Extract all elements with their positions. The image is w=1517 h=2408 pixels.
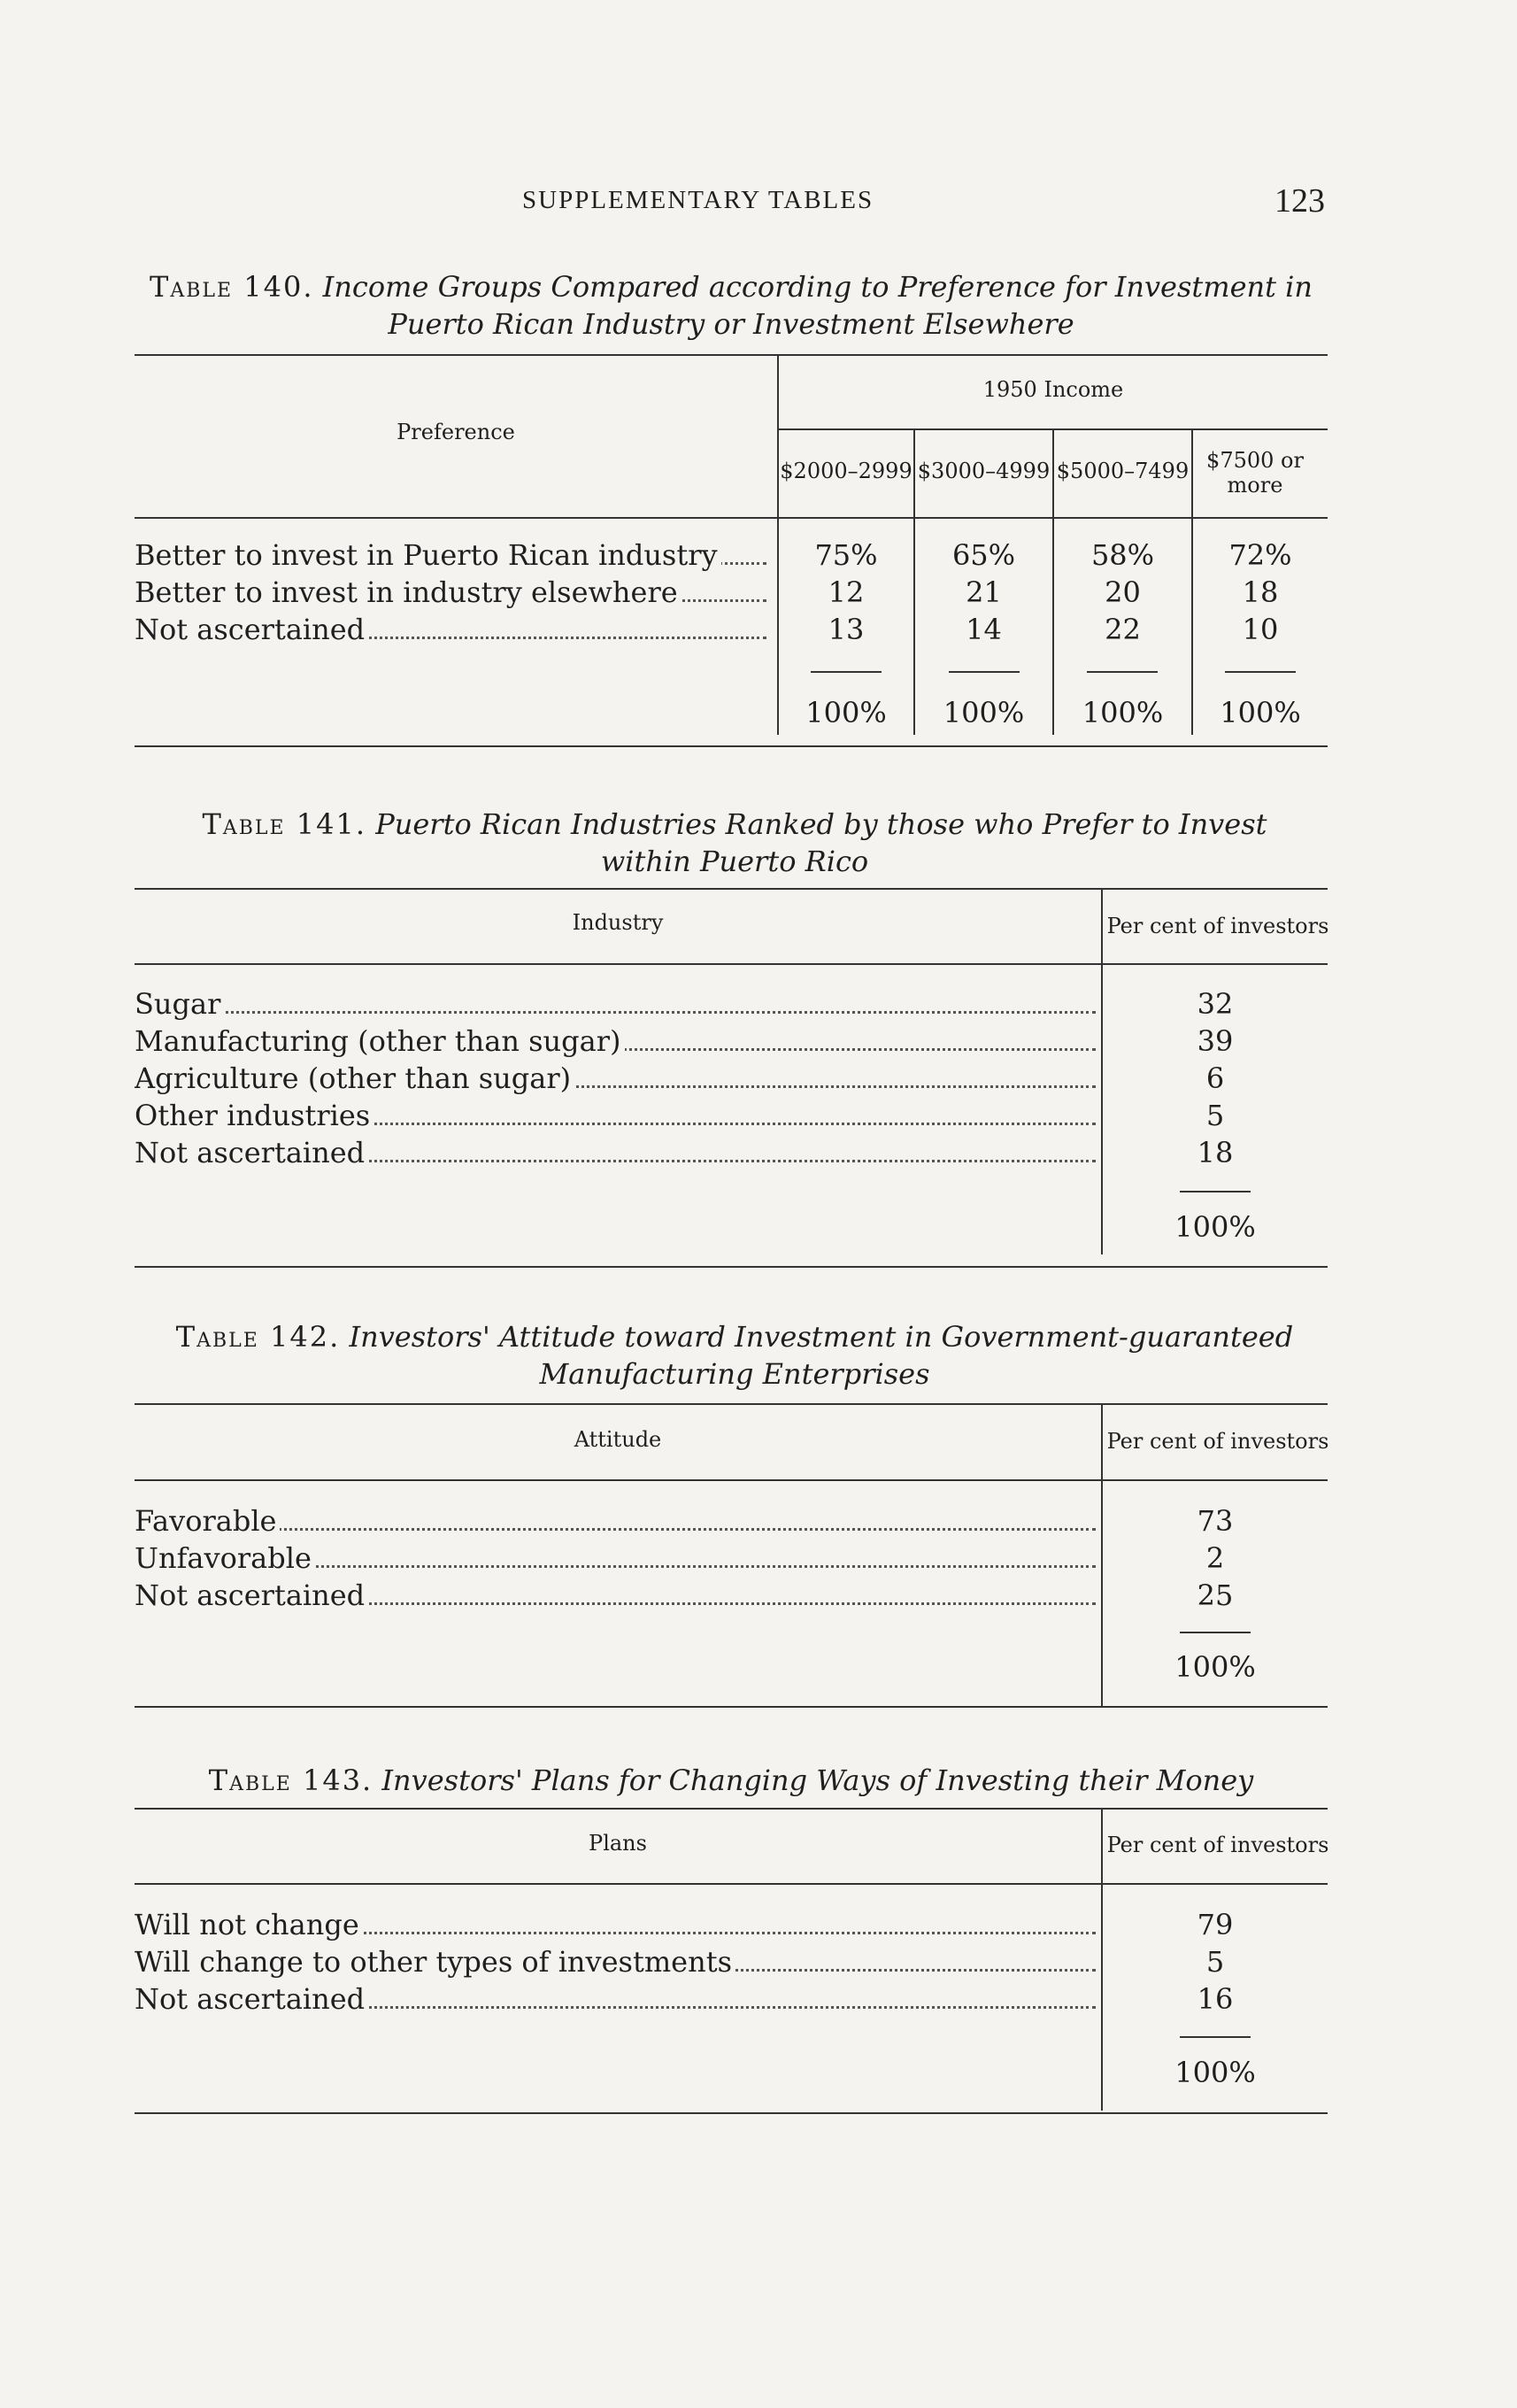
row-label: Not ascertained xyxy=(135,613,368,646)
table-140-col-head: $5000–7499 xyxy=(1056,459,1190,483)
total-cell: 100% xyxy=(1174,2056,1256,2089)
cell: 39 xyxy=(1197,1024,1234,1058)
table-140-head-rule xyxy=(135,517,1328,519)
table-row xyxy=(135,1945,1096,1979)
running-title: SUPPLEMENTARY TABLES xyxy=(522,186,874,214)
total-cell: 100% xyxy=(1174,1210,1256,1244)
row-label: Better to invest in Puerto Rican industry xyxy=(135,538,721,572)
cell: 58% xyxy=(1090,538,1155,572)
total-cell: 100% xyxy=(1220,696,1301,729)
cell: 16 xyxy=(1197,1982,1234,2016)
table-142-top-rule xyxy=(135,1403,1328,1405)
sum-rule xyxy=(1180,2036,1251,2038)
table-141-bottom-rule xyxy=(135,1266,1328,1268)
table-141-label: Table 141. xyxy=(202,807,367,841)
table-143-bottom-rule xyxy=(135,2112,1328,2114)
row-label: Other industries xyxy=(135,1099,373,1132)
cell: 2 xyxy=(1205,1541,1225,1575)
table-141-stub-head: Industry xyxy=(572,910,664,935)
cell: 12 xyxy=(828,575,865,609)
sum-rule xyxy=(949,671,1020,673)
row-label: Favorable xyxy=(135,1504,280,1538)
table-143-head-rule xyxy=(135,1883,1328,1885)
sum-rule xyxy=(811,671,882,673)
sum-rule xyxy=(1087,671,1158,673)
table-row xyxy=(135,1061,1096,1095)
table-143-title: Investors' Plans for Changing Ways of Investing their Money xyxy=(381,1764,1254,1797)
table-142-bottom-rule xyxy=(135,1706,1328,1708)
cell: 5 xyxy=(1205,1099,1225,1132)
table-142-stub-head: Attitude xyxy=(574,1427,662,1452)
row-label: Not ascertained xyxy=(135,1578,368,1612)
table-140-col-head: $3000–4999 xyxy=(917,459,1051,483)
cell: 10 xyxy=(1242,613,1279,646)
table-141-title: Puerto Rican Industries Ranked by those who Prefer to Invest within Puerto Rico xyxy=(375,807,1267,878)
page-number: 123 xyxy=(1274,182,1325,220)
sum-rule xyxy=(1180,1191,1251,1192)
cell: 6 xyxy=(1205,1061,1225,1095)
table-140-label: Table 140. xyxy=(150,270,314,304)
cell: 32 xyxy=(1197,987,1234,1021)
table-140-stub-head: Preference xyxy=(397,420,515,444)
table-row xyxy=(135,1024,1096,1058)
cell: 22 xyxy=(1105,613,1141,646)
table-row xyxy=(135,1136,1096,1169)
row-label: Not ascertained xyxy=(135,1982,368,2016)
cell: 13 xyxy=(828,613,865,646)
table-140-col-head: $7500 or more xyxy=(1206,448,1304,498)
sum-rule xyxy=(1180,1632,1251,1633)
table-141-caption xyxy=(159,806,1310,880)
table-row xyxy=(135,1099,1096,1132)
total-cell: 100% xyxy=(805,696,887,729)
table-143-caption xyxy=(135,1762,1328,1799)
table-140-title: Income Groups Compared according to Preference for Investment in Puerto Rican Industry or Investment Elsewhere xyxy=(322,270,1313,341)
table-row xyxy=(135,1578,1096,1612)
cell: 73 xyxy=(1197,1504,1234,1538)
table-141-head-rule xyxy=(135,963,1328,965)
cell: 14 xyxy=(966,613,1002,646)
sum-rule xyxy=(1225,671,1296,673)
row-label: Better to invest in industry elsewhere xyxy=(135,575,681,609)
cell: 18 xyxy=(1242,575,1279,609)
table-142-head-rule xyxy=(135,1479,1328,1481)
table-141-col-head: Per cent of investors xyxy=(1106,914,1329,938)
cell: 72% xyxy=(1228,538,1292,572)
row-label: Sugar xyxy=(135,987,224,1021)
cell: 21 xyxy=(966,575,1002,609)
table-row xyxy=(135,1982,1096,2016)
table-142-title: Investors' Attitude toward Investment in Government-guaranteed Manufacturing Enterprises xyxy=(349,1320,1294,1391)
table-140-caption xyxy=(135,268,1328,343)
row-label: Not ascertained xyxy=(135,1136,368,1169)
table-143-stub-head: Plans xyxy=(589,1831,647,1856)
cell: 5 xyxy=(1205,1945,1225,1979)
table-row xyxy=(135,613,766,646)
table-row xyxy=(135,1541,1096,1575)
table-141-top-rule xyxy=(135,888,1328,890)
table-row xyxy=(135,575,766,609)
table-143-top-rule xyxy=(135,1808,1328,1810)
table-row xyxy=(135,987,1096,1021)
table-143-label: Table 143. xyxy=(208,1764,373,1797)
total-cell: 100% xyxy=(943,696,1025,729)
cell: 75% xyxy=(814,538,878,572)
cell: 20 xyxy=(1105,575,1141,609)
cell: 25 xyxy=(1197,1578,1234,1612)
table-140-span-head: 1950 Income xyxy=(982,377,1124,402)
row-label: Unfavorable xyxy=(135,1541,315,1575)
total-cell: 100% xyxy=(1174,1650,1256,1684)
cell: 79 xyxy=(1197,1908,1234,1941)
table-143-col-head: Per cent of investors xyxy=(1106,1833,1329,1857)
cell: 65% xyxy=(951,538,1016,572)
table-142-caption xyxy=(159,1318,1310,1393)
cell: 18 xyxy=(1197,1136,1234,1169)
table-row xyxy=(135,1908,1096,1941)
table-row xyxy=(135,538,766,572)
table-140-top-rule xyxy=(135,354,1328,356)
row-label: Manufacturing (other than sugar) xyxy=(135,1024,625,1058)
row-label: Will not change xyxy=(135,1908,363,1941)
table-142-label: Table 142. xyxy=(175,1320,341,1354)
table-142-col-head: Per cent of investors xyxy=(1106,1429,1329,1454)
table-row xyxy=(135,1504,1096,1538)
row-label: Agriculture (other than sugar) xyxy=(135,1061,574,1095)
total-cell: 100% xyxy=(1082,696,1164,729)
table-140-col-head: $2000–2999 xyxy=(780,459,913,483)
table-140-bottom-rule xyxy=(135,745,1328,747)
row-label: Will change to other types of investments xyxy=(135,1945,735,1979)
